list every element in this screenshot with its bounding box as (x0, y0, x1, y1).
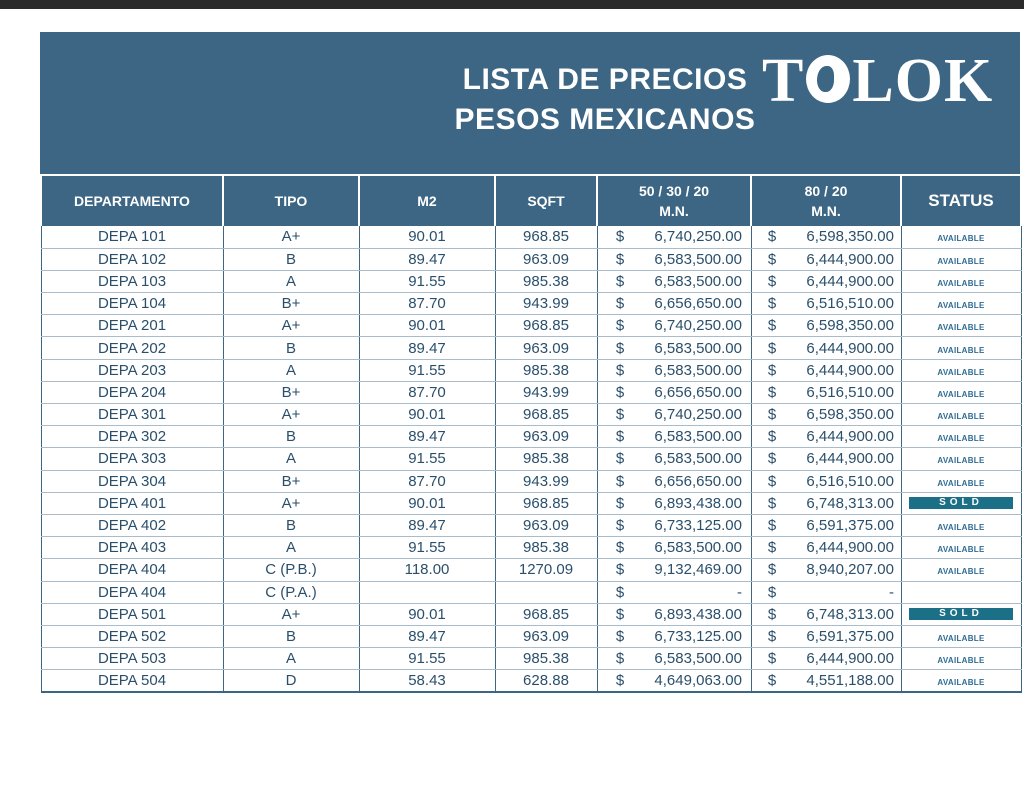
cell-price-50-30-20 (597, 492, 751, 514)
price-table (40, 174, 1022, 693)
currency-symbol: $ (767, 339, 777, 357)
cell-price-80-20 (751, 492, 901, 514)
cell-sqft: 985.38 (495, 648, 597, 670)
cell-departamento: DEPA 201 (41, 315, 223, 337)
price-amount: 6,598,350.00 (806, 228, 894, 246)
currency-symbol: $ (767, 272, 777, 290)
cell-price-80-20 (751, 381, 901, 403)
cell-m2: 91.55 (359, 270, 495, 292)
available-badge: AVAILABLE (937, 301, 985, 311)
available-badge: AVAILABLE (937, 456, 985, 466)
cell-m2: 90.01 (359, 226, 495, 248)
cell-sqft: 943.99 (495, 381, 597, 403)
cell-price-50-30-20 (597, 514, 751, 536)
cell-m2 (359, 581, 495, 603)
table-row (41, 514, 1021, 536)
title-line-2: PESOS MEXICANOS (454, 103, 756, 136)
cell-departamento: DEPA 503 (41, 648, 223, 670)
cell-tipo: B (223, 514, 359, 536)
table-row (41, 337, 1021, 359)
tolok-logo: T LOK (762, 47, 994, 115)
price-amount: 6,583,500.00 (654, 539, 742, 557)
cell-departamento: DEPA 302 (41, 426, 223, 448)
price-amount: 6,740,250.00 (654, 317, 742, 335)
currency-symbol: $ (615, 361, 625, 379)
cell-sqft: 985.38 (495, 270, 597, 292)
cell-status (901, 448, 1021, 470)
available-badge: AVAILABLE (937, 656, 985, 666)
currency-symbol: $ (615, 672, 625, 690)
cell-price-80-20 (751, 537, 901, 559)
cell-m2: 89.47 (359, 426, 495, 448)
available-badge: AVAILABLE (937, 234, 985, 244)
table-row (41, 581, 1021, 603)
cell-tipo: A (223, 270, 359, 292)
price-amount: 6,656,650.00 (654, 295, 742, 313)
cell-sqft: 963.09 (495, 625, 597, 647)
cell-m2: 91.55 (359, 359, 495, 381)
cell-price-80-20 (751, 337, 901, 359)
cell-departamento: DEPA 402 (41, 514, 223, 536)
cell-status (901, 270, 1021, 292)
cell-tipo: C (P.B.) (223, 559, 359, 581)
price-amount: 6,583,500.00 (654, 272, 742, 290)
cell-m2: 87.70 (359, 381, 495, 403)
cell-price-50-30-20 (597, 359, 751, 381)
cell-tipo: C (P.A.) (223, 581, 359, 603)
sold-badge: SOLD (909, 497, 1013, 509)
table-row (41, 404, 1021, 426)
cell-sqft: 963.09 (495, 514, 597, 536)
currency-symbol: $ (615, 406, 625, 424)
cell-price-50-30-20 (597, 248, 751, 270)
cell-sqft: 963.09 (495, 337, 597, 359)
price-amount: 6,591,375.00 (806, 627, 894, 645)
price-amount: 6,598,350.00 (806, 317, 894, 335)
table-row (41, 448, 1021, 470)
currency-symbol: $ (615, 539, 625, 557)
price-amount: 6,444,900.00 (806, 450, 894, 468)
cell-tipo: A+ (223, 226, 359, 248)
cell-status (901, 603, 1021, 625)
cell-m2: 91.55 (359, 537, 495, 559)
available-badge: AVAILABLE (937, 545, 985, 555)
cell-price-80-20 (751, 625, 901, 647)
cell-m2: 90.01 (359, 315, 495, 337)
cell-price-80-20 (751, 648, 901, 670)
cell-price-80-20 (751, 226, 901, 248)
price-amount: 6,583,500.00 (654, 361, 742, 379)
cell-status (901, 404, 1021, 426)
cell-price-50-30-20 (597, 426, 751, 448)
cell-departamento: DEPA 403 (41, 537, 223, 559)
cell-departamento: DEPA 502 (41, 625, 223, 647)
cell-price-50-30-20 (597, 603, 751, 625)
cell-price-80-20 (751, 603, 901, 625)
cell-departamento: DEPA 304 (41, 470, 223, 492)
cell-sqft: 943.99 (495, 293, 597, 315)
price-amount: 6,598,350.00 (806, 406, 894, 424)
cell-tipo: A+ (223, 492, 359, 514)
cell-tipo: B+ (223, 381, 359, 403)
cell-sqft: 1270.09 (495, 559, 597, 581)
currency-symbol: $ (615, 583, 625, 601)
currency-symbol: $ (767, 672, 777, 690)
price-amount: 6,444,900.00 (806, 650, 894, 668)
currency-symbol: $ (767, 650, 777, 668)
cell-status (901, 559, 1021, 581)
cell-status (901, 492, 1021, 514)
price-amount: 6,583,500.00 (654, 339, 742, 357)
currency-symbol: $ (615, 272, 625, 290)
cell-price-50-30-20 (597, 581, 751, 603)
cell-price-50-30-20 (597, 559, 751, 581)
cell-status (901, 315, 1021, 337)
logo-bird-icon (806, 55, 850, 103)
available-badge: AVAILABLE (937, 256, 985, 266)
cell-tipo: B+ (223, 293, 359, 315)
currency-symbol: $ (767, 494, 777, 512)
cell-m2: 91.55 (359, 448, 495, 470)
cell-sqft: 968.85 (495, 226, 597, 248)
col-sqft: SQFT (495, 175, 597, 226)
cell-sqft: 968.85 (495, 315, 597, 337)
price-amount: 6,733,125.00 (654, 627, 742, 645)
available-badge: AVAILABLE (937, 523, 985, 533)
page-title (420, 60, 790, 140)
price-amount: 4,551,188.00 (806, 672, 894, 690)
cell-price-50-30-20 (597, 404, 751, 426)
price-amount: 6,740,250.00 (654, 228, 742, 246)
cell-price-50-30-20 (597, 226, 751, 248)
currency-symbol: $ (767, 383, 777, 401)
price-amount: 6,656,650.00 (654, 472, 742, 490)
header-banner (40, 32, 1020, 174)
cell-m2: 89.47 (359, 337, 495, 359)
currency-symbol: $ (767, 605, 777, 623)
price-amount: - (737, 583, 742, 601)
price-amount: 6,748,313.00 (806, 494, 894, 512)
cell-sqft: 963.09 (495, 248, 597, 270)
currency-symbol: $ (615, 561, 625, 579)
cell-tipo: B (223, 248, 359, 270)
currency-symbol: $ (615, 295, 625, 313)
cell-sqft: 985.38 (495, 537, 597, 559)
price-amount: 6,740,250.00 (654, 406, 742, 424)
cell-departamento: DEPA 203 (41, 359, 223, 381)
cell-sqft: 963.09 (495, 426, 597, 448)
cell-sqft: 968.85 (495, 603, 597, 625)
currency-symbol: $ (767, 472, 777, 490)
table-row (41, 603, 1021, 625)
price-amount: 6,583,500.00 (654, 650, 742, 668)
cell-price-50-30-20 (597, 625, 751, 647)
currency-symbol: $ (767, 361, 777, 379)
table-row (41, 359, 1021, 381)
table-row (41, 270, 1021, 292)
price-amount: - (889, 583, 894, 601)
currency-symbol: $ (767, 250, 777, 268)
cell-departamento: DEPA 103 (41, 270, 223, 292)
cell-sqft: 968.85 (495, 404, 597, 426)
cell-price-50-30-20 (597, 337, 751, 359)
price-amount: 6,583,500.00 (654, 428, 742, 446)
cell-sqft: 628.88 (495, 670, 597, 692)
cell-sqft: 985.38 (495, 448, 597, 470)
currency-symbol: $ (767, 406, 777, 424)
col-price-80-20: 80 / 20 M.N. (751, 175, 901, 226)
currency-symbol: $ (767, 228, 777, 246)
currency-symbol: $ (767, 627, 777, 645)
price-amount: 6,516,510.00 (806, 472, 894, 490)
price-amount: 6,591,375.00 (806, 517, 894, 535)
price-amount: 6,583,500.00 (654, 250, 742, 268)
cell-price-80-20 (751, 359, 901, 381)
col-price-50-30-20: 50 / 30 / 20 M.N. (597, 175, 751, 226)
cell-tipo: A (223, 537, 359, 559)
available-badge: AVAILABLE (937, 434, 985, 444)
cell-status (901, 293, 1021, 315)
currency-symbol: $ (615, 339, 625, 357)
cell-m2: 89.47 (359, 625, 495, 647)
price-amount: 6,444,900.00 (806, 272, 894, 290)
sold-badge: SOLD (909, 608, 1013, 620)
table-row (41, 293, 1021, 315)
cell-m2: 90.01 (359, 603, 495, 625)
cell-status (901, 226, 1021, 248)
price-amount: 6,444,900.00 (806, 361, 894, 379)
currency-symbol: $ (767, 561, 777, 579)
cell-price-80-20 (751, 514, 901, 536)
price-amount: 4,649,063.00 (654, 672, 742, 690)
currency-symbol: $ (767, 583, 777, 601)
currency-symbol: $ (615, 228, 625, 246)
cell-price-50-30-20 (597, 648, 751, 670)
cell-price-50-30-20 (597, 270, 751, 292)
cell-departamento: DEPA 303 (41, 448, 223, 470)
cell-tipo: B+ (223, 470, 359, 492)
available-badge: AVAILABLE (937, 278, 985, 288)
cell-tipo: B (223, 337, 359, 359)
currency-symbol: $ (615, 650, 625, 668)
cell-departamento: DEPA 404 (41, 581, 223, 603)
cell-sqft (495, 581, 597, 603)
available-badge: AVAILABLE (937, 478, 985, 488)
available-badge: AVAILABLE (937, 567, 985, 577)
cell-status (901, 581, 1021, 603)
cell-price-80-20 (751, 670, 901, 692)
price-amount: 8,940,207.00 (806, 561, 894, 579)
price-amount: 6,516,510.00 (806, 295, 894, 313)
currency-symbol: $ (615, 250, 625, 268)
available-badge: AVAILABLE (937, 389, 985, 399)
cell-price-80-20 (751, 293, 901, 315)
available-badge: AVAILABLE (937, 412, 985, 422)
cell-m2: 87.70 (359, 293, 495, 315)
cell-m2: 89.47 (359, 514, 495, 536)
price-amount: 6,748,313.00 (806, 605, 894, 623)
cell-price-80-20 (751, 581, 901, 603)
title-line-1: LISTA DE PRECIOS (462, 63, 748, 96)
cell-departamento: DEPA 401 (41, 492, 223, 514)
cell-price-50-30-20 (597, 293, 751, 315)
cell-status (901, 426, 1021, 448)
cell-price-80-20 (751, 448, 901, 470)
currency-symbol: $ (767, 450, 777, 468)
price-amount: 6,444,900.00 (806, 539, 894, 557)
cell-sqft: 985.38 (495, 359, 597, 381)
cell-m2: 89.47 (359, 248, 495, 270)
col-m2: M2 (359, 175, 495, 226)
currency-symbol: $ (615, 428, 625, 446)
table-row (41, 537, 1021, 559)
cell-status (901, 359, 1021, 381)
cell-price-80-20 (751, 270, 901, 292)
cell-price-80-20 (751, 426, 901, 448)
cell-departamento: DEPA 301 (41, 404, 223, 426)
cell-price-80-20 (751, 470, 901, 492)
currency-symbol: $ (615, 383, 625, 401)
price-amount: 6,444,900.00 (806, 339, 894, 357)
cell-status (901, 648, 1021, 670)
table-row (41, 248, 1021, 270)
col-tipo: TIPO (223, 175, 359, 226)
cell-tipo: B (223, 625, 359, 647)
price-amount: 6,583,500.00 (654, 450, 742, 468)
currency-symbol: $ (615, 317, 625, 335)
cell-status (901, 514, 1021, 536)
top-rule (0, 0, 1024, 9)
table-header-row (41, 175, 1021, 226)
cell-departamento: DEPA 104 (41, 293, 223, 315)
cell-price-50-30-20 (597, 470, 751, 492)
price-amount: 6,444,900.00 (806, 250, 894, 268)
price-sheet (40, 32, 1020, 693)
table-row (41, 426, 1021, 448)
price-amount: 6,893,438.00 (654, 494, 742, 512)
price-amount: 9,132,469.00 (654, 561, 742, 579)
cell-sqft: 943.99 (495, 470, 597, 492)
currency-symbol: $ (615, 472, 625, 490)
price-amount: 6,516,510.00 (806, 383, 894, 401)
cell-departamento: DEPA 202 (41, 337, 223, 359)
cell-price-80-20 (751, 315, 901, 337)
currency-symbol: $ (767, 295, 777, 313)
cell-m2: 90.01 (359, 404, 495, 426)
cell-m2: 90.01 (359, 492, 495, 514)
price-amount: 6,733,125.00 (654, 517, 742, 535)
cell-tipo: A (223, 648, 359, 670)
cell-departamento: DEPA 404 (41, 559, 223, 581)
cell-status (901, 337, 1021, 359)
table-row (41, 381, 1021, 403)
table-row (41, 559, 1021, 581)
price-amount: 6,656,650.00 (654, 383, 742, 401)
cell-status (901, 670, 1021, 692)
price-amount: 6,444,900.00 (806, 428, 894, 446)
currency-symbol: $ (767, 539, 777, 557)
cell-price-80-20 (751, 404, 901, 426)
cell-departamento: DEPA 102 (41, 248, 223, 270)
available-badge: AVAILABLE (937, 367, 985, 377)
cell-tipo: D (223, 670, 359, 692)
cell-price-80-20 (751, 559, 901, 581)
cell-departamento: DEPA 204 (41, 381, 223, 403)
available-badge: AVAILABLE (937, 678, 985, 688)
currency-symbol: $ (767, 317, 777, 335)
currency-symbol: $ (615, 494, 625, 512)
cell-tipo: B (223, 426, 359, 448)
cell-m2: 118.00 (359, 559, 495, 581)
cell-tipo: A+ (223, 315, 359, 337)
cell-price-50-30-20 (597, 670, 751, 692)
table-row (41, 625, 1021, 647)
table-row (41, 648, 1021, 670)
cell-tipo: A (223, 448, 359, 470)
cell-m2: 91.55 (359, 648, 495, 670)
cell-sqft: 968.85 (495, 492, 597, 514)
available-badge: AVAILABLE (937, 345, 985, 355)
cell-price-50-30-20 (597, 448, 751, 470)
col-status: STATUS (901, 175, 1021, 226)
cell-status (901, 470, 1021, 492)
table-row (41, 492, 1021, 514)
cell-status (901, 381, 1021, 403)
available-badge: AVAILABLE (937, 633, 985, 643)
table-row (41, 670, 1021, 692)
cell-status (901, 248, 1021, 270)
cell-tipo: A+ (223, 603, 359, 625)
cell-m2: 87.70 (359, 470, 495, 492)
table-row (41, 226, 1021, 248)
available-badge: AVAILABLE (937, 323, 985, 333)
table-row (41, 470, 1021, 492)
currency-symbol: $ (615, 517, 625, 535)
cell-price-80-20 (751, 248, 901, 270)
currency-symbol: $ (767, 517, 777, 535)
cell-m2: 58.43 (359, 670, 495, 692)
cell-departamento: DEPA 501 (41, 603, 223, 625)
cell-price-50-30-20 (597, 315, 751, 337)
table-row (41, 315, 1021, 337)
cell-tipo: A+ (223, 404, 359, 426)
cell-tipo: A (223, 359, 359, 381)
cell-price-50-30-20 (597, 381, 751, 403)
cell-departamento: DEPA 504 (41, 670, 223, 692)
table-body (41, 226, 1021, 692)
currency-symbol: $ (767, 428, 777, 446)
col-departamento: DEPARTAMENTO (41, 175, 223, 226)
cell-price-50-30-20 (597, 537, 751, 559)
currency-symbol: $ (615, 627, 625, 645)
price-amount: 6,893,438.00 (654, 605, 742, 623)
cell-status (901, 537, 1021, 559)
currency-symbol: $ (615, 450, 625, 468)
cell-departamento: DEPA 101 (41, 226, 223, 248)
currency-symbol: $ (615, 605, 625, 623)
cell-status (901, 625, 1021, 647)
